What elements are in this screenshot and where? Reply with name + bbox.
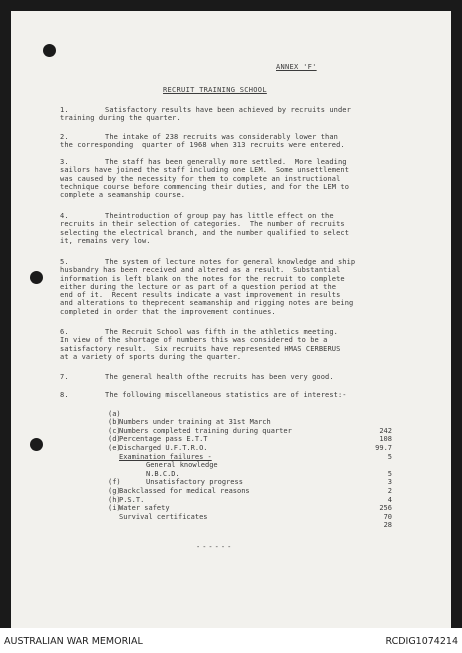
end-marks: ------	[196, 543, 234, 551]
paragraph-2: 2. The intake of 238 recruits was considerably lower than the corresponding quarter of 1968 when 313 recruits were entered.	[60, 133, 345, 150]
paragraph-number: 2.	[60, 133, 69, 141]
paragraph-4: 4. Theintroduction of group pay has little effect on the recruits in their selection of categories. The number of recruits selecting the electrical branch, and the number qualified to select it, remains very low.	[60, 212, 350, 245]
punch-hole	[30, 271, 43, 284]
statistic-row: (f) Backclassed for medical reasons 4	[108, 478, 392, 504]
footer-reference: RCDIG1074214	[385, 636, 458, 647]
paragraph-1: 1. Satisfactory results have been achieved by recruits under training during the quarter.	[60, 106, 351, 123]
statistic-row: N.B.C.D. 3	[146, 469, 392, 487]
statistic-row: (h) Water safety 70	[108, 495, 392, 521]
paragraph-number: 3.	[60, 158, 69, 166]
page-title: RECRUIT TRAINING SCHOOL	[163, 86, 267, 94]
statistic-row: (i) Survival certificates 28	[108, 504, 392, 530]
paragraph-number: 6.	[60, 328, 69, 336]
document-page	[11, 11, 451, 628]
paragraph-number: 5.	[60, 258, 69, 266]
paragraph-3: 3. The staff has been generally more settled. More leading sailors have joined the staff including one LEM. Some unsettlement was caused by the necessity for them to complete an instructional technique course before commencing their duties, and for the LEM to complete a seamanship course.	[60, 158, 350, 200]
statistic-row: (g) P.S.T. 256	[108, 486, 392, 513]
paragraph-number: 7.	[60, 373, 69, 381]
annex-heading: ANNEX 'F'	[276, 63, 317, 71]
statistic-row: (b) Numbers completed training during quarter 108	[108, 418, 392, 444]
paragraph-number: 1.	[60, 106, 69, 114]
punch-hole	[30, 438, 43, 451]
statistic-row: (c) Percentage pass E.T.T 99.7	[108, 426, 392, 452]
paragraph-7: 7. The general health ofthe recruits has been very good.	[60, 373, 334, 381]
statistic-row: (d) Discharged U.F.T.R.O. 5	[108, 435, 392, 461]
statistic-row: Unsatisfactory progress 2	[146, 478, 392, 495]
statistic-row: (e) Examination failures -	[108, 443, 212, 461]
statistics-list	[108, 401, 408, 530]
paragraph-6: 6. The Recruit School was fifth in the athletics meeting. In view of the shortage of numbers this was considered to be a satisfactory result. Six recruits have represented HMAS CERBERUS at a variety of sports during the quarter.	[60, 328, 341, 361]
paragraph-number: 4.	[60, 212, 69, 220]
punch-hole	[43, 44, 56, 57]
paragraph-5: 5. The system of lecture notes for general knowledge and ship husbandry has been received and altered as a result. Substantial information is left blank on the notes for the recruit to complete either during the lecture or as part of a question period at the end of it. Recent results indicate a vast improvement in results and alterations to theprecent seamanship and rigging notes are being completed in order that the improvement continues.	[60, 258, 356, 316]
statistic-row: (a) Numbers under training at 31st March 242	[108, 409, 392, 435]
footer-bar	[0, 628, 462, 653]
paragraph-number: 8.	[60, 391, 69, 399]
paragraph-8: 8. The following miscellaneous statistics are of interest:-	[60, 391, 347, 399]
statistic-row: General knowledge 5	[146, 461, 392, 478]
footer-source: AUSTRALIAN WAR MEMORIAL	[4, 636, 143, 647]
